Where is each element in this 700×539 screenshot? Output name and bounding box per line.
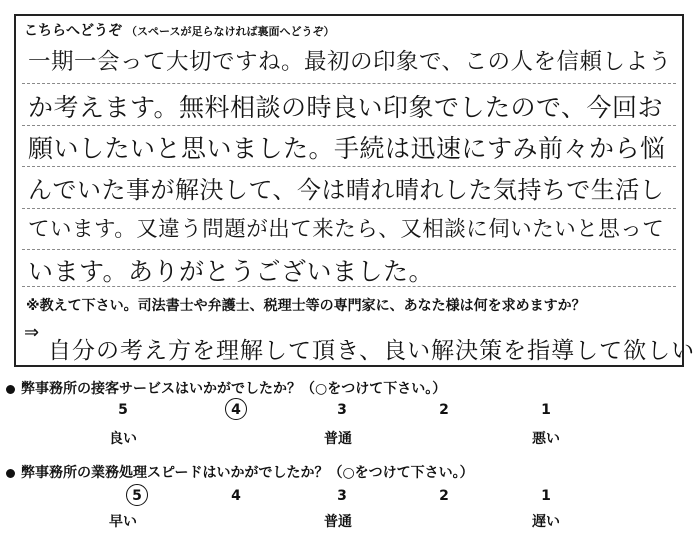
- rating-option[interactable]: 5: [118, 402, 128, 418]
- scale-label-high: 良い: [109, 431, 137, 447]
- scale-label-low: 遅い: [532, 514, 560, 530]
- scale-label-mid: 普通: [324, 431, 352, 447]
- rating-option[interactable]: 2: [439, 488, 449, 504]
- rating-option[interactable]: 2: [439, 402, 449, 418]
- handwritten-answer: 自分の考え方を理解して頂き、良い解決策を指導して欲しい: [48, 338, 696, 364]
- survey-question-service: [6, 378, 446, 398]
- bullet-icon: [6, 385, 15, 394]
- ruled-line: [22, 208, 676, 209]
- comment-box: [14, 14, 696, 367]
- rating-option-selected[interactable]: 4: [231, 402, 241, 418]
- rating-option-selected[interactable]: 5: [132, 488, 142, 504]
- bullet-icon: [6, 469, 15, 478]
- survey-title-text: 弊事務所の業務処理スピードはいかがでしたか？（○をつけて下さい。）: [21, 465, 474, 481]
- selection-circle-icon: [126, 484, 148, 506]
- handwritten-line: んでいた事が解決して、今は晴れ晴れした気持ちで生活し: [28, 176, 665, 204]
- ruled-line: [22, 166, 676, 167]
- comment-title: こちらへどうぞ: [24, 23, 122, 39]
- question-text: ※教えて下さい。司法書士や弁護士、税理士等の専門家に、あなた様は何を求めますか？: [26, 298, 586, 314]
- comment-note: （スペースが足らなければ裏面へどうぞ）: [126, 25, 335, 38]
- rating-option[interactable]: 3: [337, 488, 347, 504]
- scale-label-low: 悪い: [532, 431, 560, 447]
- survey-question-speed: [6, 462, 474, 482]
- rating-option[interactable]: 1: [541, 488, 551, 504]
- ruled-line: [22, 125, 676, 126]
- ruled-line: [22, 249, 676, 250]
- survey-title-text: 弊事務所の接客サービスはいかがでしたか？（○をつけて下さい。）: [21, 381, 447, 397]
- scale-label-mid: 普通: [324, 514, 352, 530]
- handwritten-line: ています。又違う問題が出て来たら、又相談に伺いたいと思って: [28, 217, 665, 242]
- rating-option[interactable]: 1: [541, 402, 551, 418]
- scale-label-high: 早い: [109, 514, 137, 530]
- selection-circle-icon: [225, 398, 247, 420]
- rating-option[interactable]: 4: [231, 488, 241, 504]
- handwritten-line: 願いしたいと思いました。手続は迅速にすみ前々から悩: [28, 134, 666, 163]
- rating-option[interactable]: 3: [337, 402, 347, 418]
- handwritten-line: 一期一会って大切ですね。最初の印象で、この人を信頼しよう: [28, 49, 672, 75]
- handwritten-line: か考えます。無料相談の時良い印象でしたので、今回お: [28, 93, 664, 122]
- ruled-line: [22, 83, 676, 84]
- handwritten-line: います。ありがとうございました。: [28, 257, 435, 286]
- answer-arrow: ⇒: [24, 322, 40, 343]
- comment-header: [24, 20, 334, 40]
